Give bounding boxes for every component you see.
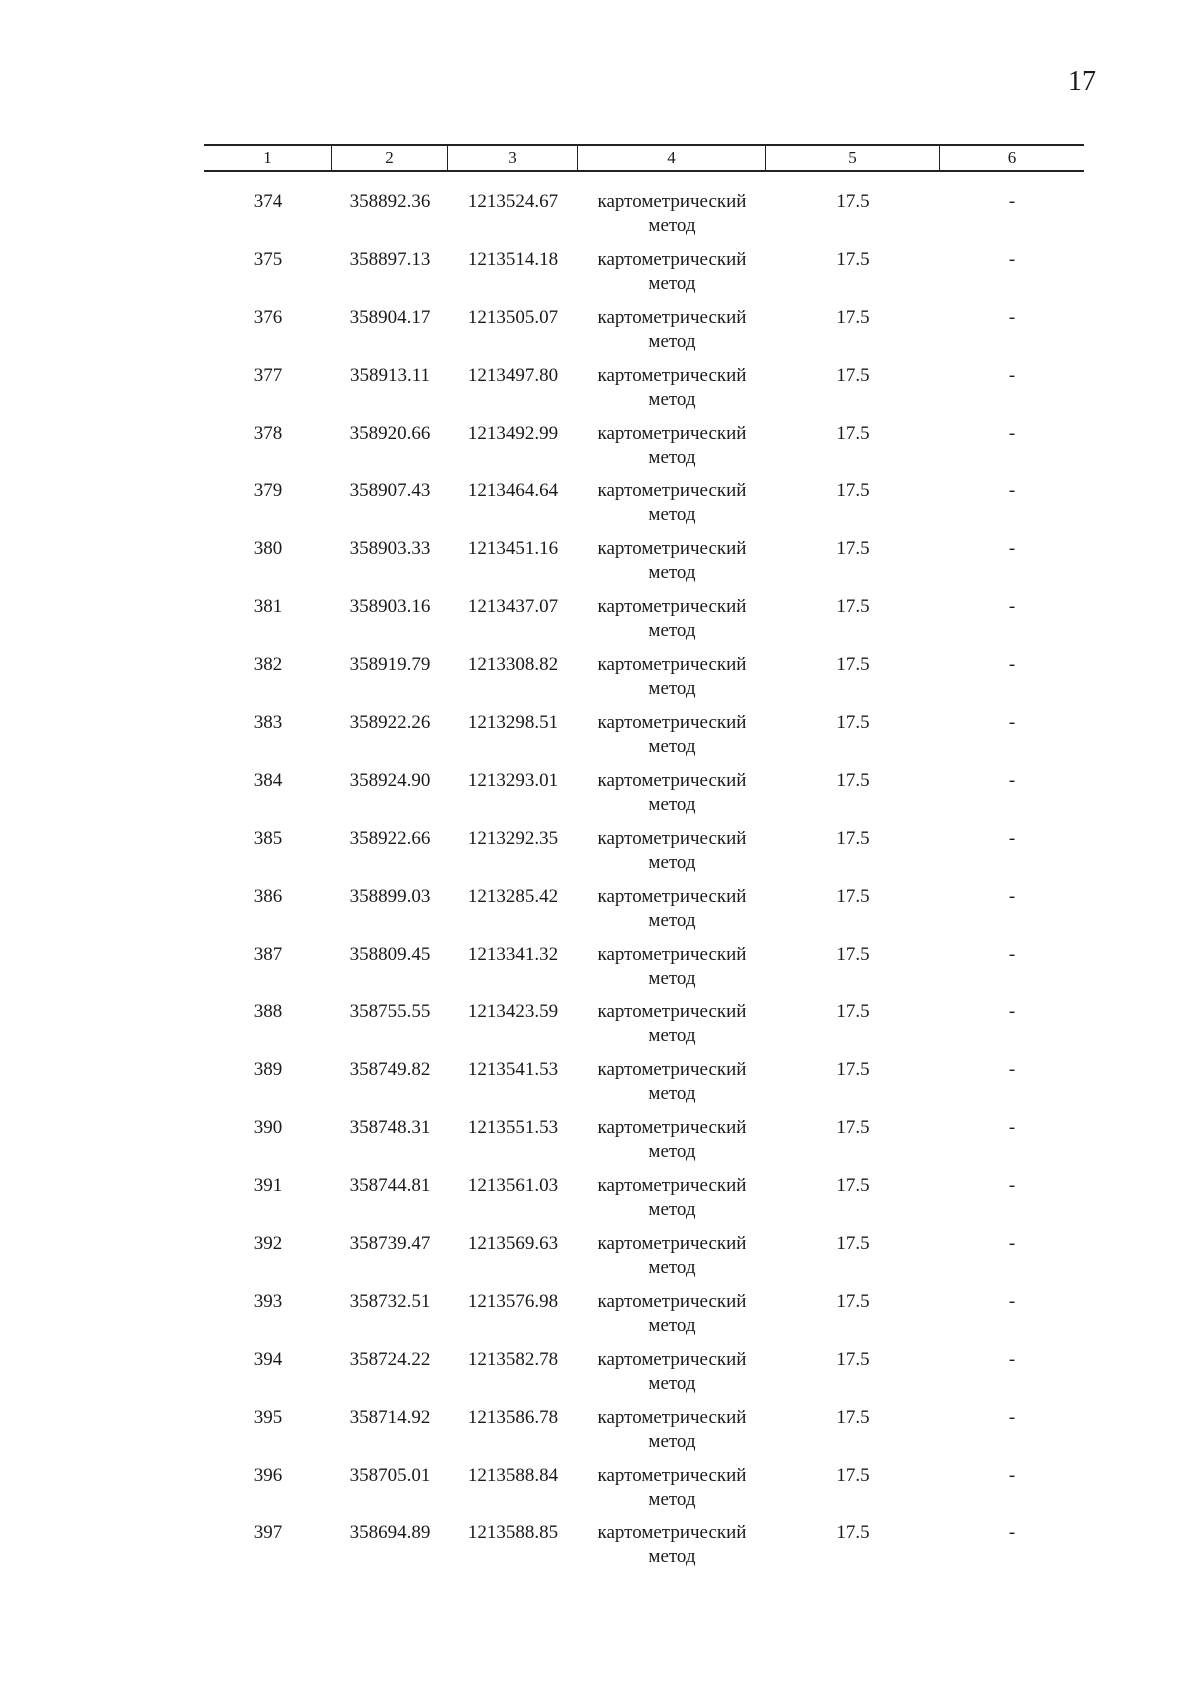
- table-row: [204, 765, 1084, 823]
- table-cell: картометрический метод: [597, 712, 747, 758]
- table-cell: 1213561.03: [467, 1175, 559, 1197]
- table-cell: 358920.66: [349, 422, 431, 444]
- table-cell: 1213569.63: [467, 1233, 559, 1255]
- table-cell: картометрический метод: [597, 1117, 747, 1163]
- coordinates-table: [204, 144, 1084, 1575]
- table-cell: -: [1008, 769, 1016, 791]
- table-cell: картометрический метод: [597, 538, 747, 584]
- column-header: 3: [448, 146, 578, 170]
- table-cell: картометрический метод: [597, 1464, 747, 1510]
- table-cell: 358899.03: [349, 885, 431, 907]
- table-cell: 358705.01: [349, 1464, 431, 1486]
- table-cell: картометрический метод: [597, 306, 747, 352]
- table-cell: картометрический метод: [597, 596, 747, 642]
- table-row: [204, 244, 1084, 302]
- table-cell: 358904.17: [349, 306, 431, 328]
- table-cell: -: [1008, 1290, 1016, 1312]
- table-row: [204, 996, 1084, 1054]
- table-cell: 358714.92: [349, 1406, 431, 1428]
- table-cell: 1213293.01: [467, 769, 559, 791]
- table-cell: картометрический метод: [597, 827, 747, 873]
- table-cell: картометрический метод: [597, 248, 747, 294]
- table-cell: 358924.90: [349, 769, 431, 791]
- table-cell: 17.5: [836, 1233, 870, 1255]
- table-cell: 394: [253, 1348, 283, 1370]
- table-row: [204, 360, 1084, 418]
- table-row: [204, 1112, 1084, 1170]
- table-cell: 358694.89: [349, 1522, 431, 1544]
- table-cell: картометрический метод: [597, 769, 747, 815]
- table-cell: -: [1008, 596, 1016, 618]
- table-cell: 17.5: [836, 596, 870, 618]
- table-cell: 17.5: [836, 827, 870, 849]
- table-cell: -: [1008, 943, 1016, 965]
- table-cell: 358903.33: [349, 538, 431, 560]
- table-cell: 358755.55: [349, 1001, 431, 1023]
- table-cell: 358724.22: [349, 1348, 431, 1370]
- table-cell: 17.5: [836, 885, 870, 907]
- table-row: [204, 707, 1084, 765]
- table-cell: 358913.11: [349, 364, 431, 386]
- table-row: [204, 939, 1084, 997]
- table-cell: 358922.26: [349, 712, 431, 734]
- table-cell: 17.5: [836, 654, 870, 676]
- table-row: [204, 1402, 1084, 1460]
- table-header: [204, 144, 1084, 172]
- table-cell: 375: [253, 248, 283, 270]
- table-cell: картометрический метод: [597, 885, 747, 931]
- table-cell: 17.5: [836, 1117, 870, 1139]
- table-cell: 17.5: [836, 480, 870, 502]
- table-cell: картометрический метод: [597, 1348, 747, 1394]
- table-cell: 17.5: [836, 422, 870, 444]
- table-cell: 1213524.67: [467, 191, 559, 212]
- table-cell: -: [1008, 712, 1016, 734]
- table-cell: 381: [253, 596, 283, 618]
- table-cell: -: [1008, 827, 1016, 849]
- table-cell: 1213497.80: [467, 364, 559, 386]
- table-row: [204, 1054, 1084, 1112]
- table-cell: -: [1008, 538, 1016, 560]
- column-header: 4: [578, 146, 766, 170]
- table-cell: 358907.43: [349, 480, 431, 502]
- table-cell: 17.5: [836, 1348, 870, 1370]
- table-cell: 1213582.78: [467, 1348, 559, 1370]
- table-cell: картометрический метод: [597, 422, 747, 468]
- column-header: 1: [204, 146, 332, 170]
- table-cell: 17.5: [836, 1464, 870, 1486]
- table-cell: 382: [253, 654, 283, 676]
- table-cell: -: [1008, 248, 1016, 270]
- table-cell: 1213505.07: [467, 306, 559, 328]
- page-number: 17: [1068, 66, 1096, 97]
- table-cell: -: [1008, 1001, 1016, 1023]
- table-row: [204, 186, 1084, 244]
- table-cell: 17.5: [836, 538, 870, 560]
- table-cell: 1213285.42: [467, 885, 559, 907]
- table-cell: картометрический метод: [597, 1522, 747, 1568]
- column-header: 5: [766, 146, 940, 170]
- table-cell: 358892.36: [349, 191, 431, 212]
- table-cell: картометрический метод: [597, 1175, 747, 1221]
- column-header: 6: [1007, 148, 1017, 167]
- table-row: [204, 1344, 1084, 1402]
- table-cell: 17.5: [836, 1522, 870, 1544]
- table-cell: картометрический метод: [597, 480, 747, 526]
- table-row: [204, 881, 1084, 939]
- table-cell: картометрический метод: [597, 1059, 747, 1105]
- table-cell: 17.5: [836, 1001, 870, 1023]
- table-cell: 1213451.16: [467, 538, 559, 560]
- table-cell: 1213576.98: [467, 1290, 559, 1312]
- table-cell: -: [1008, 191, 1016, 212]
- table-cell: картометрический метод: [597, 1406, 747, 1452]
- table-row: [204, 1228, 1084, 1286]
- table-cell: картометрический метод: [597, 654, 747, 700]
- table-cell: 393: [253, 1290, 283, 1312]
- table-row: [204, 1517, 1084, 1575]
- table-cell: 358749.82: [349, 1059, 431, 1081]
- table-row: [204, 1170, 1084, 1228]
- table-cell: -: [1008, 480, 1016, 502]
- table-cell: 358922.66: [349, 827, 431, 849]
- table-cell: 388: [253, 1001, 283, 1023]
- table-cell: картометрический метод: [597, 943, 747, 989]
- table-cell: 389: [253, 1059, 283, 1081]
- table-cell: 358809.45: [349, 943, 431, 965]
- table-cell: 1213298.51: [467, 712, 559, 734]
- table-cell: 17.5: [836, 943, 870, 965]
- table-cell: -: [1008, 422, 1016, 444]
- table-cell: 358897.13: [349, 248, 431, 270]
- table-cell: 374: [253, 191, 283, 212]
- table-row: [204, 418, 1084, 476]
- table-cell: 376: [253, 306, 283, 328]
- table-cell: 1213514.18: [467, 248, 559, 270]
- table-cell: 358748.31: [349, 1117, 431, 1139]
- table-cell: 1213492.99: [467, 422, 559, 444]
- table-cell: 397: [253, 1522, 283, 1544]
- table-cell: 379: [253, 480, 283, 502]
- table-cell: 17.5: [836, 712, 870, 734]
- table-cell: 1213586.78: [467, 1406, 559, 1428]
- table-cell: 1213588.85: [467, 1522, 559, 1544]
- table-cell: 392: [253, 1233, 283, 1255]
- table-cell: 384: [253, 769, 283, 791]
- table-cell: картометрический метод: [597, 1233, 747, 1279]
- table-cell: -: [1008, 1059, 1016, 1081]
- table-cell: 358919.79: [349, 654, 431, 676]
- table-cell: -: [1008, 1406, 1016, 1428]
- table-cell: 358903.16: [349, 596, 431, 618]
- table-cell: -: [1008, 885, 1016, 907]
- table-cell: 1213292.35: [467, 827, 559, 849]
- table-cell: 17.5: [836, 1406, 870, 1428]
- table-cell: 358744.81: [349, 1175, 431, 1197]
- table-cell: 378: [253, 422, 283, 444]
- table-cell: 391: [253, 1175, 283, 1197]
- table-cell: 377: [253, 364, 283, 386]
- table-cell: картометрический метод: [597, 364, 747, 410]
- table-cell: 390: [253, 1117, 283, 1139]
- table-cell: 17.5: [836, 364, 870, 386]
- column-header: 2: [332, 146, 448, 170]
- table-cell: 387: [253, 943, 283, 965]
- table-row: [204, 533, 1084, 591]
- table-cell: 1213464.64: [467, 480, 559, 502]
- table-cell: -: [1008, 306, 1016, 328]
- table-row: [204, 1286, 1084, 1344]
- table-cell: -: [1008, 1175, 1016, 1197]
- table-cell: 380: [253, 538, 283, 560]
- table-cell: 17.5: [836, 1175, 870, 1197]
- table-cell: 17.5: [836, 306, 870, 328]
- table-cell: 395: [253, 1406, 283, 1428]
- table-cell: 396: [253, 1464, 283, 1486]
- table-row: [204, 1460, 1084, 1518]
- table-cell: 1213308.82: [467, 654, 559, 676]
- table-cell: -: [1008, 1117, 1016, 1139]
- table-cell: -: [1008, 654, 1016, 676]
- table-cell: -: [1008, 1233, 1016, 1255]
- table-cell: -: [1008, 1522, 1016, 1544]
- table-row: [204, 649, 1084, 707]
- table-cell: 17.5: [836, 1290, 870, 1312]
- table-cell: картометрический метод: [597, 191, 747, 236]
- table-cell: 383: [253, 712, 283, 734]
- table-cell: 1213437.07: [467, 596, 559, 618]
- table-cell: 17.5: [836, 248, 870, 270]
- table-cell: 385: [253, 827, 283, 849]
- table-cell: 1213423.59: [467, 1001, 559, 1023]
- table-row: [204, 823, 1084, 881]
- table-cell: 1213588.84: [467, 1464, 559, 1486]
- table-cell: картометрический метод: [597, 1001, 747, 1047]
- table-cell: картометрический метод: [597, 1290, 747, 1336]
- table-cell: -: [1008, 1464, 1016, 1486]
- table-cell: 17.5: [836, 1059, 870, 1081]
- table-cell: 1213541.53: [467, 1059, 559, 1081]
- table-cell: 17.5: [836, 191, 870, 212]
- table-cell: 358739.47: [349, 1233, 431, 1255]
- table-cell: 358732.51: [349, 1290, 431, 1312]
- table-body: [204, 186, 1084, 1575]
- table-cell: 386: [253, 885, 283, 907]
- table-row: [204, 591, 1084, 649]
- table-cell: 17.5: [836, 769, 870, 791]
- table-cell: 1213341.32: [467, 943, 559, 965]
- table-row: [204, 302, 1084, 360]
- table-cell: -: [1008, 364, 1016, 386]
- table-cell: -: [1008, 1348, 1016, 1370]
- table-cell: 1213551.53: [467, 1117, 559, 1139]
- table-row: [204, 475, 1084, 533]
